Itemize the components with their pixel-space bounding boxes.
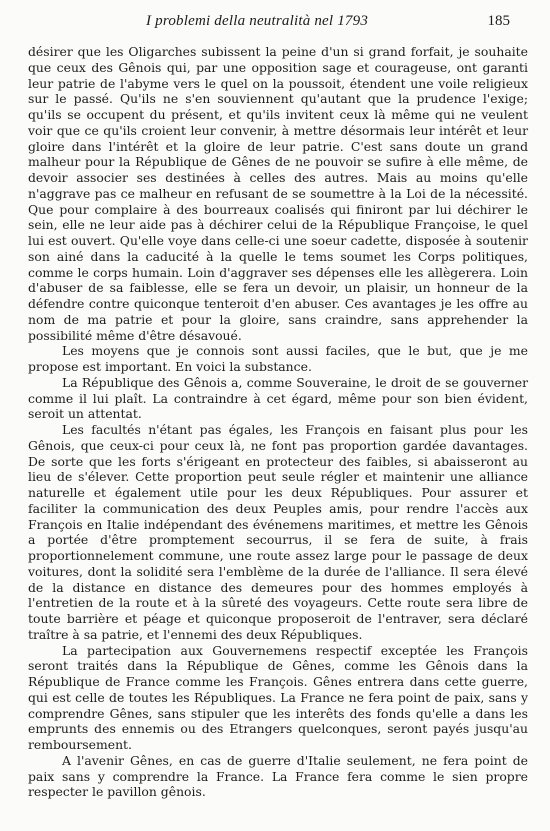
body-text	[28, 44, 528, 800]
page-number: 185	[487, 13, 510, 29]
running-title: I problemi della neutralità nel 1793	[146, 13, 369, 29]
paragraph: désirer que les Oligarches subissent la peine d'un si grand forfait, je souhaite que ceux des Gênois qui, par une opposition sage et courageuse, ont garanti leur patrie de l'abyme vers le quel on la poussoit, étendent une voile religieux sur le passé. Qu'ils ne s'en souviennent qu'autant que la prudence l'exige; qu'ils se occupent du présent, et qu'ils invitent ceux là même qui ne veulent voir que ce qu'ils croient leur convenir, à mettre désormais leur intérêt et leur gloire dans l'intérêt et la gloire de leur patrie. C'est sans doute un grand malheur pour la République de Gênes de ne pouvoir se sufire à elle même, de devoir associer ses destinées à celles des autres. Mais au moins qu'elle n'aggrave pas ce malheur en refusant de se soumettre à la Loi de la nécessité. Que pour complaire à des bourreaux coalisés qui finiront par lui déchirer le sein, elle ne leur aide pas à déchirer celui de la République Françoise, le quel lui est ouvert. Qu'elle voye dans celle-ci une soeur cadette, disposée à soutenir son ainé dans la caducité à la quelle le tems soumet les Corps politiques, comme le corps humain. Loin d'aggraver ses dépenses elle les allègerera. Loin d'abuser de sa faiblesse, elle se fera un devoir, un plaisir, un honneur de la défendre contre quiconque tenteroit d'en abuser. Ces avantages je les offre au nom de ma patrie et pour la gloire, sans craindre, sans apprehender la possibilité même d'être désavoué.	[28, 44, 528, 343]
page-header	[28, 13, 528, 35]
paragraph: La partecipation aux Gouvernemens respectif exceptée les François seront traités dans la République de Gênes, comme les Gênois dans la République de France comme les François. Gênes entrera dans cette guerre, qui est celle de toutes les Républiques. La France ne fera point de paix, sans y comprendre Gênes, sans stipuler que les interêts des fonds qu'elle a dans les emprunts des ennemis ou des Etrangers quelconques, seront payés jusqu'au remboursement.	[28, 642, 528, 752]
paragraph: Les facultés n'étant pas égales, les François en faisant plus pour les Gênois, que ceux-ci pour ceux là, ne font pas proportion gardée davantages. De sorte que les forts s'érigeant en protecteur des faibles, si abaisseront au lieu de s'élever. Cette proportion peut seule régler et maintenir une alliance naturelle et également utile pour les deux Républiques. Pour assurer et faciliter la communication des deux Peuples amis, pour rendre l'accès aux François en Italie indépendant des événemens maritimes, et mettre les Gênois a portée d'être promptement secourrus, il se fera de suite, à frais proportionnelement commune, une route assez large pour le passage de deux voitures, dont la solidité sera l'emblème de la durée de l'alliance. Il sera élevé de la distance en distance des demeures pour des hommes employés à l'entretien de la route et à la sûreté des voyageurs. Cette route sera libre de toute barrière et péage et quiconque proposeroit de l'entraver, sera déclaré traître à sa patrie, et l'ennemi des deux Républiques.	[28, 422, 528, 642]
paragraph: La République des Gênois a, comme Souveraine, le droit de se gouverner comme il lui plaît. La contraindre à cet égard, même pour son bien évident, seroit un attentat.	[28, 374, 528, 422]
paragraph: Les moyens que je connois sont aussi faciles, que le but, que je me propose est important. En voici la substance.	[28, 343, 528, 374]
paragraph: A l'avenir Gênes, en cas de guerre d'Italie seulement, ne fera point de paix sans y comprendre la France. La France fera comme le sien propre respecter le pavillon gênois.	[28, 752, 528, 800]
